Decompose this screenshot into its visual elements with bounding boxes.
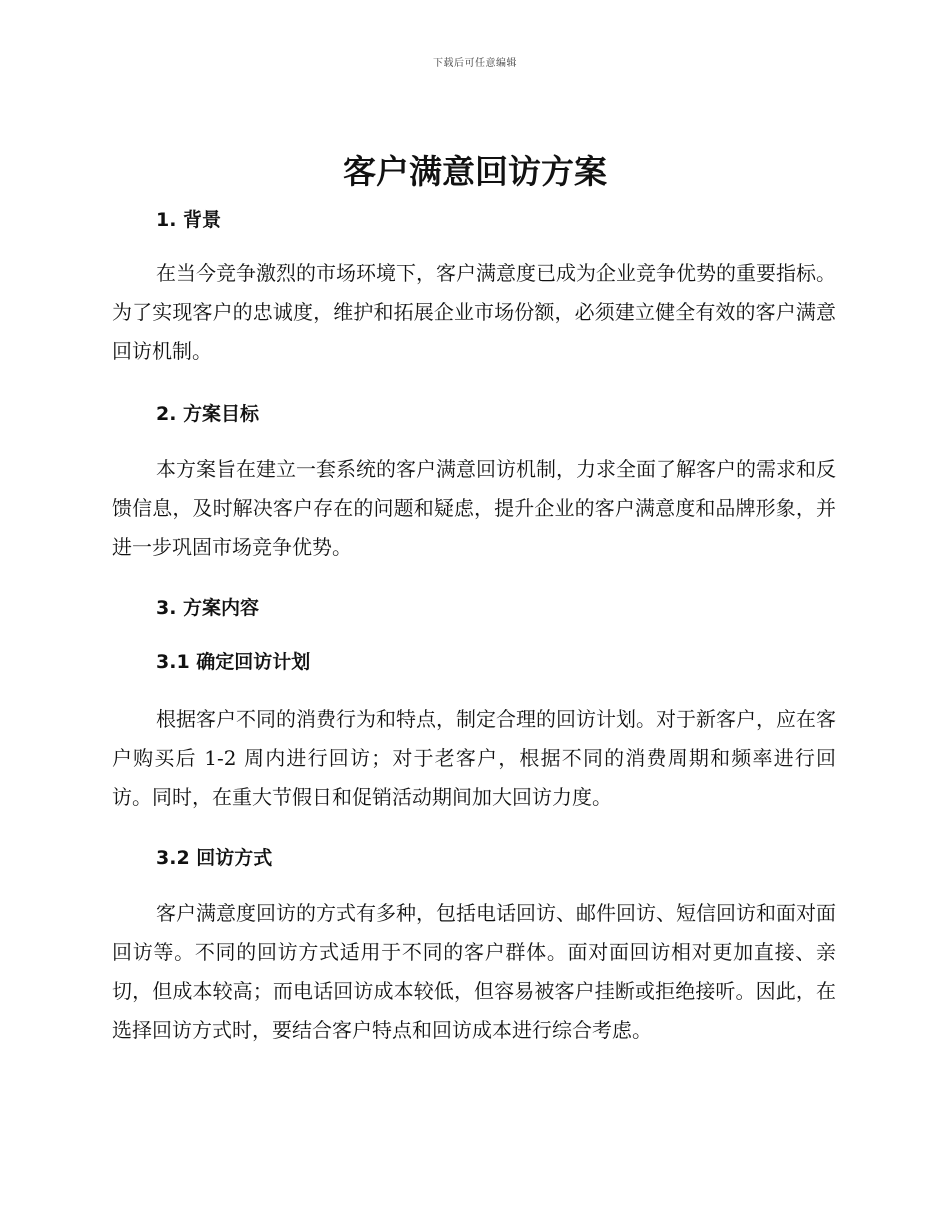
section-goals [112, 400, 836, 428]
header-note: 下载后可任意编辑 [433, 58, 517, 69]
section-background-body [112, 254, 836, 371]
section-goals-body [112, 450, 836, 567]
section-heading: 3. 方案内容 [156, 597, 260, 619]
section-methods [112, 844, 836, 872]
section-heading: 3.2 回访方式 [156, 847, 273, 869]
section-methods-body [112, 894, 836, 1050]
section-paragraph: 本方案旨在建立一套系统的客户满意回访机制，力求全面了解客户的需求和反馈信息，及时解决客户存在的问题和疑虑，提升企业的客户满意度和品牌形象，并进一步巩固市场竞争优势。 [112, 457, 836, 559]
section-paragraph: 在当今竞争激烈的市场环境下，客户满意度已成为企业竞争优势的重要指标。为了实现客户的忠诚度，维护和拓展企业市场份额，必须建立健全有效的客户满意回访机制。 [112, 261, 836, 363]
section-content [112, 594, 836, 622]
section-paragraph: 根据客户不同的消费行为和特点，制定合理的回访计划。对于新客户，应在客户购买后 1-2 周内进行回访；对于老客户，根据不同的消费周期和频率进行回访。同时，在重大节假日和促销活动期间加大回访力度。 [112, 707, 836, 809]
document-title: 客户满意回访方案 [343, 152, 607, 191]
section-plan-body [112, 700, 836, 817]
section-background [112, 206, 836, 234]
section-paragraph: 客户满意度回访的方式有多种，包括电话回访、邮件回访、短信回访和面对面回访等。不同的回访方式适用于不同的客户群体。面对面回访相对更加直接、亲切，但成本较高；而电话回访成本较低，但容易被客户挂断或拒绝接听。因此，在选择回访方式时，要结合客户特点和回访成本进行综合考虑。 [112, 901, 836, 1042]
section-plan [112, 648, 836, 676]
section-heading: 3.1 确定回访计划 [156, 651, 311, 673]
section-heading: 2. 方案目标 [156, 403, 260, 425]
section-heading: 1. 背景 [156, 209, 222, 231]
